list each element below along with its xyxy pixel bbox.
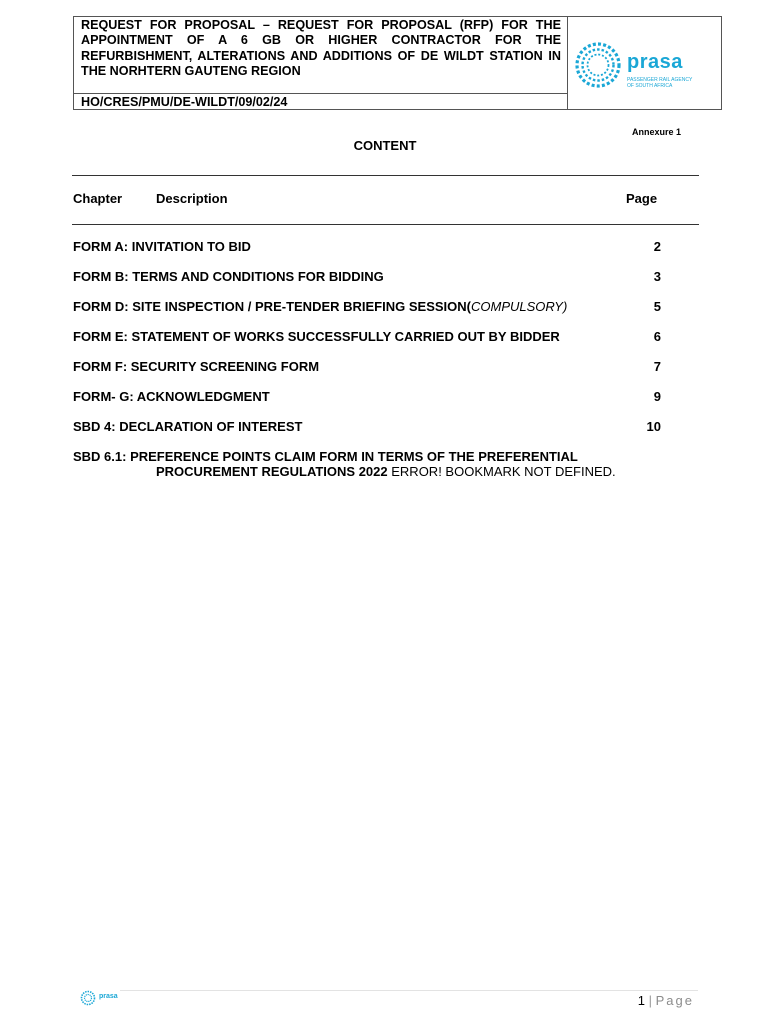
- bookmark-error-text: ERROR! BOOKMARK NOT DEFINED.: [387, 464, 616, 479]
- column-header-description: Description: [156, 191, 228, 206]
- footer-rule: [120, 990, 698, 991]
- toc-entry-page: 2: [653, 239, 661, 254]
- document-header: [73, 16, 722, 110]
- toc-entry-line: PROCUREMENT REGULATIONS 2022 ERROR! BOOKMARK NOT DEFINED.: [156, 464, 616, 479]
- column-header-page: Page: [626, 191, 658, 206]
- toc-entry-page: 10: [646, 419, 661, 434]
- toc-entry-title: FORM D: SITE INSPECTION / PRE-TENDER BRIEFING SESSION(COMPULSORY): [73, 299, 568, 314]
- table-header-rule: [72, 224, 699, 225]
- toc-entry-line: SBD 6.1: PREFERENCE POINTS CLAIM FORM IN TERMS OF THE PREFERENTIAL: [73, 449, 578, 464]
- footer-logo-word: prasa: [99, 993, 118, 1000]
- toc-entry-title: FORM F: SECURITY SCREENING FORM: [73, 359, 320, 374]
- toc-entry-page: 9: [653, 389, 661, 404]
- toc-entry-page: 6: [653, 329, 661, 344]
- table-top-rule: [72, 175, 699, 176]
- footer-logo: [80, 990, 122, 1008]
- toc-entry-page: 3: [653, 269, 661, 284]
- rfp-reference-number: HO/CRES/PMU/DE-WILDT/09/02/24: [74, 93, 568, 110]
- toc-entry-title: FORM B: TERMS AND CONDITIONS FOR BIDDING: [73, 269, 384, 284]
- toc-entry-title: FORM E: STATEMENT OF WORKS SUCCESSFULLY CARRIED OUT BY BIDDER: [73, 329, 560, 344]
- prasa-logo-subtitle: PASSENGER RAIL AGENCY OF SOUTH AFRICA: [627, 77, 693, 89]
- toc-entry-page: 7: [653, 359, 661, 374]
- toc-entry-title: FORM- G: ACKNOWLEDGMENT: [73, 389, 270, 404]
- toc-entry-page: 5: [653, 299, 661, 314]
- toc-entry-title: SBD 4: DECLARATION OF INTEREST: [73, 419, 303, 434]
- toc-entry-title: FORM A: INVITATION TO BID: [73, 239, 251, 254]
- annexure-label: Annexure 1: [632, 127, 682, 137]
- footer-page-number: 1 | Page: [637, 993, 694, 1008]
- prasa-logo-word: prasa: [627, 51, 683, 73]
- content-heading: CONTENT: [353, 138, 417, 153]
- column-header-chapter: Chapter: [73, 191, 123, 206]
- prasa-logo-mark-icon: [80, 990, 96, 1006]
- prasa-logo-mark-icon: [574, 41, 622, 89]
- toc-entry-note: COMPULSORY: [470, 299, 563, 314]
- toc-entry-multiline[interactable]: [73, 449, 673, 479]
- prasa-logo: [568, 17, 722, 109]
- rfp-title: REQUEST FOR PROPOSAL – REQUEST FOR PROPOSAL (RFP) FOR THE APPOINTMENT OF A 6 GB OR HIGHER CONTRACTOR FOR THE REFURBISHMENT, ALTERATIONS AND ADDITIONS OF DE WILDT STATION IN THE NORHTERN GAUTENG REGION: [74, 17, 568, 93]
